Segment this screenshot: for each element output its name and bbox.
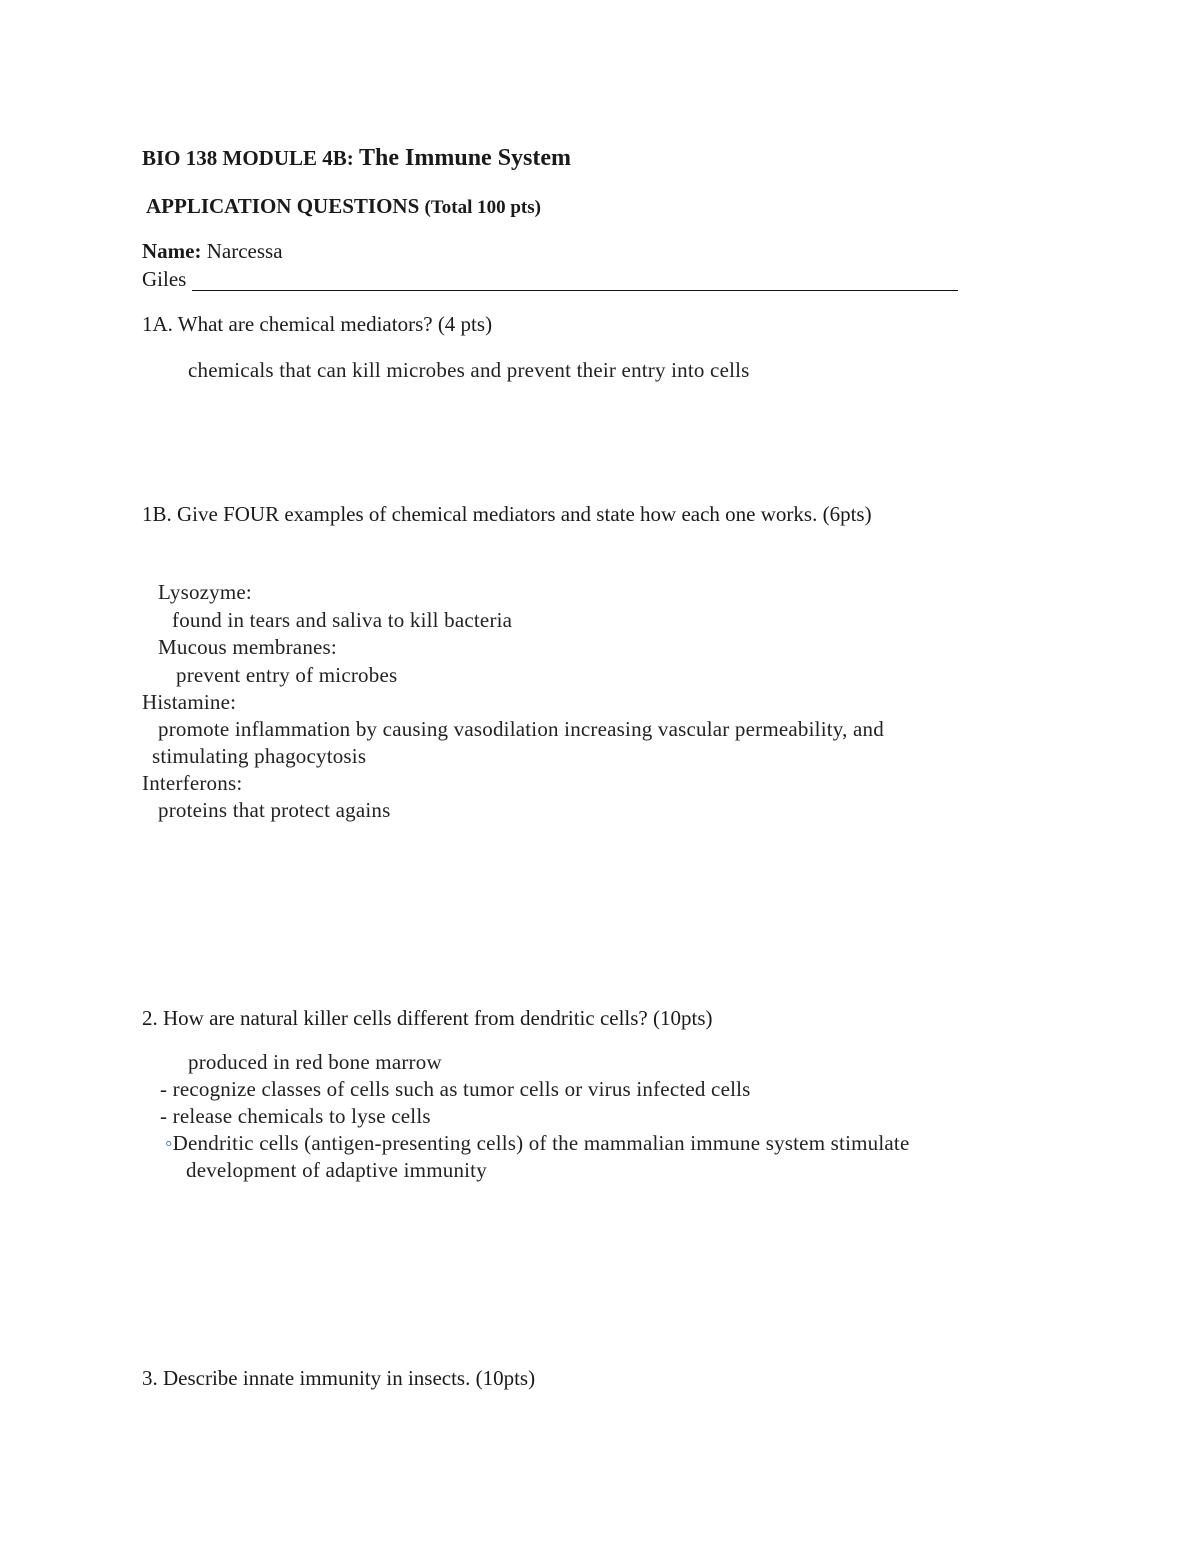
answer-2-line: - recognize classes of cells such as tumor cells or virus infected cells — [160, 1077, 751, 1101]
mediator-desc: found in tears and saliva to kill bacteria — [172, 608, 513, 632]
mediator-name: Histamine: — [142, 690, 237, 714]
total-points: (Total 100 pts) — [424, 197, 541, 218]
mediator-name: Mucous membranes: — [158, 635, 337, 659]
topic-title: The Immune System — [359, 145, 572, 171]
document-title — [142, 145, 571, 171]
mediator-desc: proteins that protect agains — [158, 798, 391, 822]
name-line — [142, 238, 283, 264]
subtitle: APPLICATION QUESTIONS — [146, 194, 420, 218]
name-underline — [192, 290, 958, 291]
mediator-desc: promote inflammation by causing vasodilation increasing vascular permeability, and — [158, 717, 884, 741]
mediator-desc: prevent entry of microbes — [176, 663, 398, 687]
student-first-name: Narcessa — [206, 239, 283, 263]
question-1a: 1A. What are chemical mediators? (4 pts) — [142, 312, 493, 336]
answer-2-line: produced in red bone marrow — [188, 1050, 442, 1074]
answer-1a: chemicals that can kill microbes and prevent their entry into cells — [188, 358, 750, 382]
mediator-name: Lysozyme: — [158, 580, 252, 604]
name-label: Name: — [142, 239, 202, 263]
answer-2-bullet-text: Dendritic cells (antigen-presenting cells) of the mammalian immune system stimulate — [172, 1131, 910, 1155]
question-2: 2. How are natural killer cells different from dendritic cells? (10pts) — [142, 1006, 713, 1030]
answer-2-line: - release chemicals to lyse cells — [160, 1104, 431, 1128]
mediator-desc: stimulating phagocytosis — [152, 744, 367, 768]
question-3: 3. Describe innate immunity in insects. (10pts) — [142, 1366, 536, 1390]
answer-2-continuation: development of adaptive immunity — [186, 1158, 487, 1182]
answer-2-bullet-line — [165, 1130, 909, 1156]
bullet-icon: ◦ — [165, 1131, 173, 1155]
course-label: BIO 138 MODULE 4B: — [142, 146, 354, 170]
mediator-name: Interferons: — [142, 771, 243, 795]
question-1b: 1B. Give FOUR examples of chemical mediators and state how each one works. (6pts) — [142, 502, 872, 526]
student-last-name: Giles — [142, 267, 187, 291]
section-heading — [146, 193, 541, 221]
